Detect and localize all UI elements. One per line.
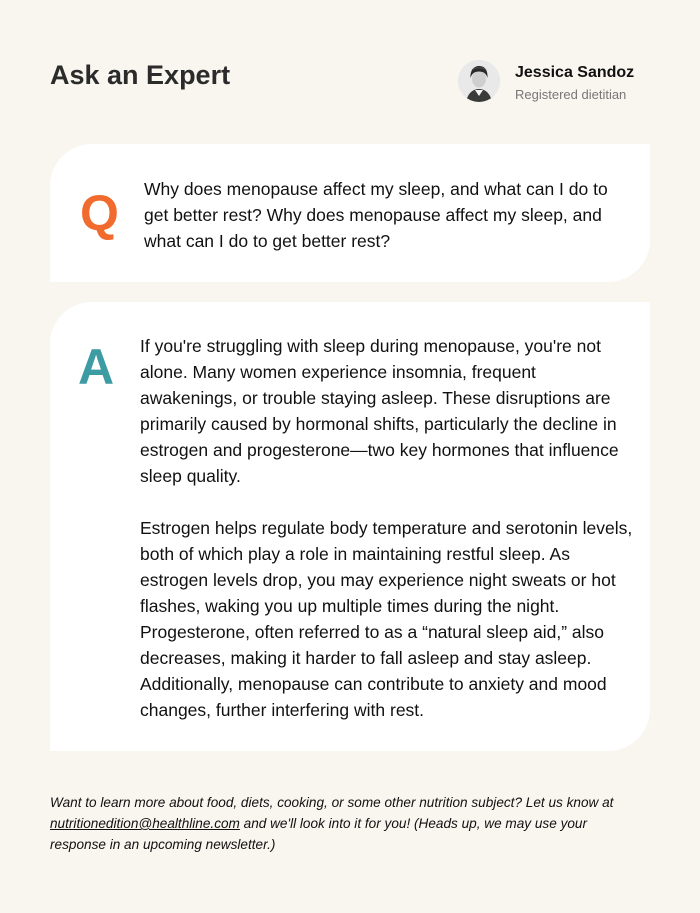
expert-role: Registered dietitian (515, 87, 627, 102)
email-link[interactable]: nutritionedition@healthline.com (50, 816, 240, 831)
page-title: Ask an Expert (50, 60, 231, 90)
question-text: Why does menopause affect my sleep, and what can I do to get better rest? Why does menopause affect my sleep, and what can I do to get better rest? (144, 179, 608, 251)
footer-note (50, 792, 640, 855)
footer-text-after: and we'll look into it for you! (Heads up, we may use your response in an upcoming newsletter.) (50, 816, 588, 852)
avatar (458, 60, 500, 102)
expert-name: Jessica Sandoz (515, 64, 635, 81)
answer-card (50, 302, 650, 751)
header (0, 0, 700, 140)
answer-body (140, 333, 636, 749)
question-card (50, 144, 650, 282)
answer-paragraph: If you're struggling with sleep during menopause, you're not alone. Many women experience insomnia, frequent awakenings, or trouble staying asleep. These disruptions are primarily caused by hormonal shifts, particularly the decline in estrogen and progesterone—two key hormones that influence sleep quality. (140, 336, 619, 486)
answer-paragraph: Estrogen helps regulate body temperature and serotonin levels, both of which play a role in maintaining restful sleep. As estrogen levels drop, you may experience night sweats or hot flashes, waking you up multiple times during the night. Progesterone, often referred to as a “natural sleep aid,” also decreases, making it harder to fall asleep and stay asleep. Additionally, menopause can contribute to anxiety and mood changes, further interfering with rest. (140, 518, 633, 720)
answer-letter: A (78, 339, 115, 395)
footer-text-before: Want to learn more about food, diets, cooking, or some other nutrition subject? Let us know at (50, 795, 614, 810)
avatar-portrait-icon (458, 60, 500, 102)
expert-byline (458, 60, 688, 104)
question-letter: Q (80, 185, 119, 241)
